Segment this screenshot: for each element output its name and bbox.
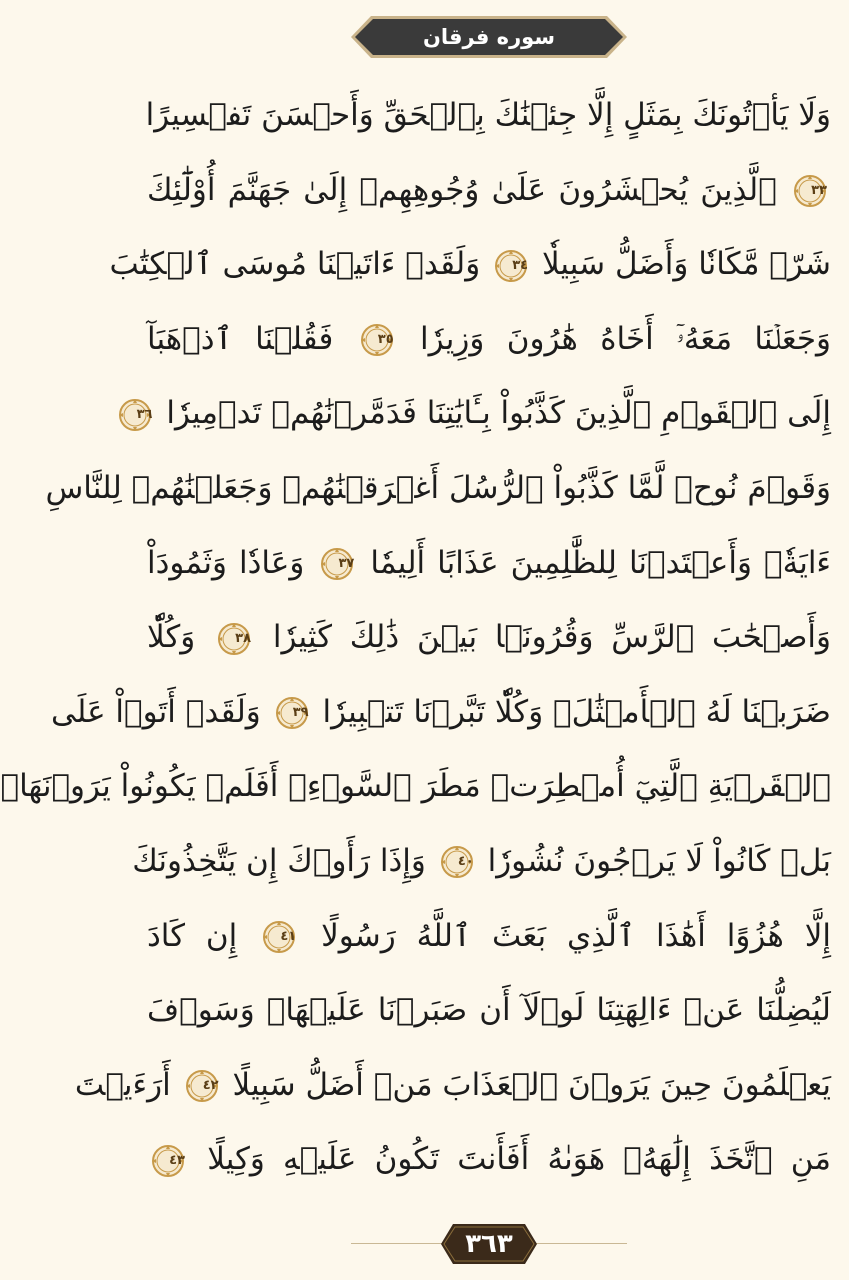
ayah-number-marker (185, 1069, 219, 1103)
page-number-badge (439, 1222, 539, 1266)
ayah-number-marker (275, 696, 309, 730)
ayah-number: ٣٤ (512, 257, 529, 273)
quran-page-text (0, 78, 832, 1198)
ayah-number: ٣٨ (235, 630, 252, 646)
footer-divider-right (531, 1243, 627, 1244)
ayah-number-marker (320, 547, 354, 581)
verse-text: وَكُلّٗا (147, 619, 196, 656)
verse-text: وَقَوۡمَ نُوحٖ لَّمَّا كَذَّبُواْ ٱلرُّسُلَ أَغۡرَقۡنَٰهُمۡ وَجَعَلۡنَٰهُمۡ لِلنَّاسِ (45, 469, 831, 506)
verse-text: أَرَءَيۡتَ (74, 1066, 171, 1103)
quran-line (147, 973, 831, 1048)
ayah-number-marker (262, 920, 296, 954)
verse-text: وَإِذَا رَأَوۡكَ إِن يَتَّخِذُونَكَ (132, 842, 426, 879)
verse-text: إِن كَادَ (147, 917, 238, 954)
ayah-number: ٣٩ (292, 705, 309, 721)
ayah-number: ٣٥ (377, 332, 394, 348)
quran-line (74, 1048, 831, 1123)
verse-text: وَعَادٗا وَثَمُودَاْ (147, 544, 305, 581)
surah-title: سوره فرقان (423, 25, 555, 49)
quran-line (50, 675, 831, 750)
verse-text: بَلۡ كَانُواْ لَا يَرۡجُونَ نُشُورٗا (487, 842, 831, 879)
verse-text: إِلَى ٱلۡقَوۡمِ ٱلَّذِينَ كَذَّبُواْ بِـَٔايَٰتِنَا فَدَمَّرۡنَٰهُمۡ تَدۡمِيرٗا (166, 395, 831, 432)
verse-text: مَنِ ٱتَّخَذَ إِلَٰهَهُۥ هَوَىٰهُ أَفَأَنتَ تَكُونُ عَلَيۡهِ وَكِيلًا (207, 1141, 831, 1178)
surah-header (349, 14, 629, 60)
verse-text: وَلَا يَأۡتُونَكَ بِمَثَلٍ إِلَّا جِئۡنَٰكَ بِٱلۡحَقِّ وَأَحۡسَنَ تَفۡسِيرًا (145, 97, 831, 133)
ayah-number-marker (360, 323, 394, 357)
quran-line (132, 824, 831, 899)
page-number: ٣٦٣ (465, 1229, 513, 1259)
quran-line (147, 600, 831, 675)
verse-text: لَيُضِلُّنَا عَنۡ ءَالِهَتِنَا لَوۡلَآ أَن صَبَرۡنَا عَلَيۡهَاۚ وَسَوۡفَ (147, 992, 831, 1029)
ayah-number-marker (440, 845, 474, 879)
quran-line (109, 227, 831, 302)
verse-text: ٱلۡقَرۡيَةِ ٱلَّتِيٓ أُمۡطِرَتۡ مَطَرَ ٱلسَّوۡءِۚ أَفَلَمۡ يَكُونُواْ يَرَوۡنَهَاۚ (0, 768, 831, 805)
ayah-number-marker (793, 174, 827, 208)
quran-line (147, 1122, 831, 1197)
verse-text: ٱلَّذِينَ يُحۡشَرُونَ عَلَىٰ وُجُوهِهِمۡ إِلَىٰ جَهَنَّمَ أُوْلَٰٓئِكَ (147, 171, 777, 208)
quran-line (147, 78, 831, 153)
ayah-number-marker (118, 398, 152, 432)
ayah-number-marker (217, 622, 251, 656)
verse-text: إِلَّا هُزُوًا أَهَٰذَا ٱلَّذِي بَعَثَ ٱللَّهُ رَسُولًا (321, 917, 831, 954)
quran-line (147, 899, 831, 974)
verse-text: ءَايَةٗۖ وَأَعۡتَدۡنَا لِلظَّٰلِمِينَ عَذَابًا أَلِيمٗا (370, 544, 832, 581)
quran-line (45, 451, 831, 526)
ayah-number-marker (151, 1144, 185, 1178)
footer-divider-left (351, 1243, 447, 1244)
verse-text: وَلَقَدۡ أَتَوۡاْ عَلَى (50, 693, 261, 730)
ayah-number: ٤٢ (202, 1078, 219, 1094)
quran-line (136, 376, 831, 451)
verse-text: فَقُلۡنَا ٱذۡهَبَآ (147, 320, 334, 357)
verse-text: ضَرَبۡنَا لَهُ ٱلۡأَمۡثَٰلَۖ وَكُلّٗا تَبَّرۡنَا تَتۡبِيرٗا (322, 693, 831, 730)
verse-text: وَلَقَدۡ ءَاتَيۡنَا مُوسَى ٱلۡكِتَٰبَ (109, 246, 481, 283)
ayah-number: ٤٠ (457, 854, 474, 870)
ayah-number: ٤٣ (169, 1152, 185, 1168)
ayah-number: ٣٣ (811, 183, 827, 199)
ayah-number: ٣٧ (338, 556, 355, 572)
quran-line (147, 526, 831, 601)
quran-line (147, 153, 831, 228)
ayah-number: ٣٦ (136, 406, 153, 422)
verse-text: يَعۡلَمُونَ حِينَ يَرَوۡنَ ٱلۡعَذَابَ مَنۡ أَضَلُّ سَبِيلًا (232, 1066, 831, 1103)
verse-text: وَأَصۡحَٰبَ ٱلرَّسِّ وَقُرُونَۢا بَيۡنَ ذَٰلِكَ كَثِيرٗا (272, 619, 832, 656)
verse-text: شَرّٞ مَّكَانٗا وَأَضَلُّ سَبِيلٗا (541, 246, 831, 283)
ayah-number: ٤١ (280, 929, 297, 945)
quran-line (147, 302, 831, 377)
quran-line (0, 749, 831, 824)
verse-text: وَجَعَلۡنَا مَعَهُۥٓ أَخَاهُ هَٰرُونَ وَزِيرٗا (420, 320, 831, 357)
ayah-number-marker (494, 249, 528, 283)
